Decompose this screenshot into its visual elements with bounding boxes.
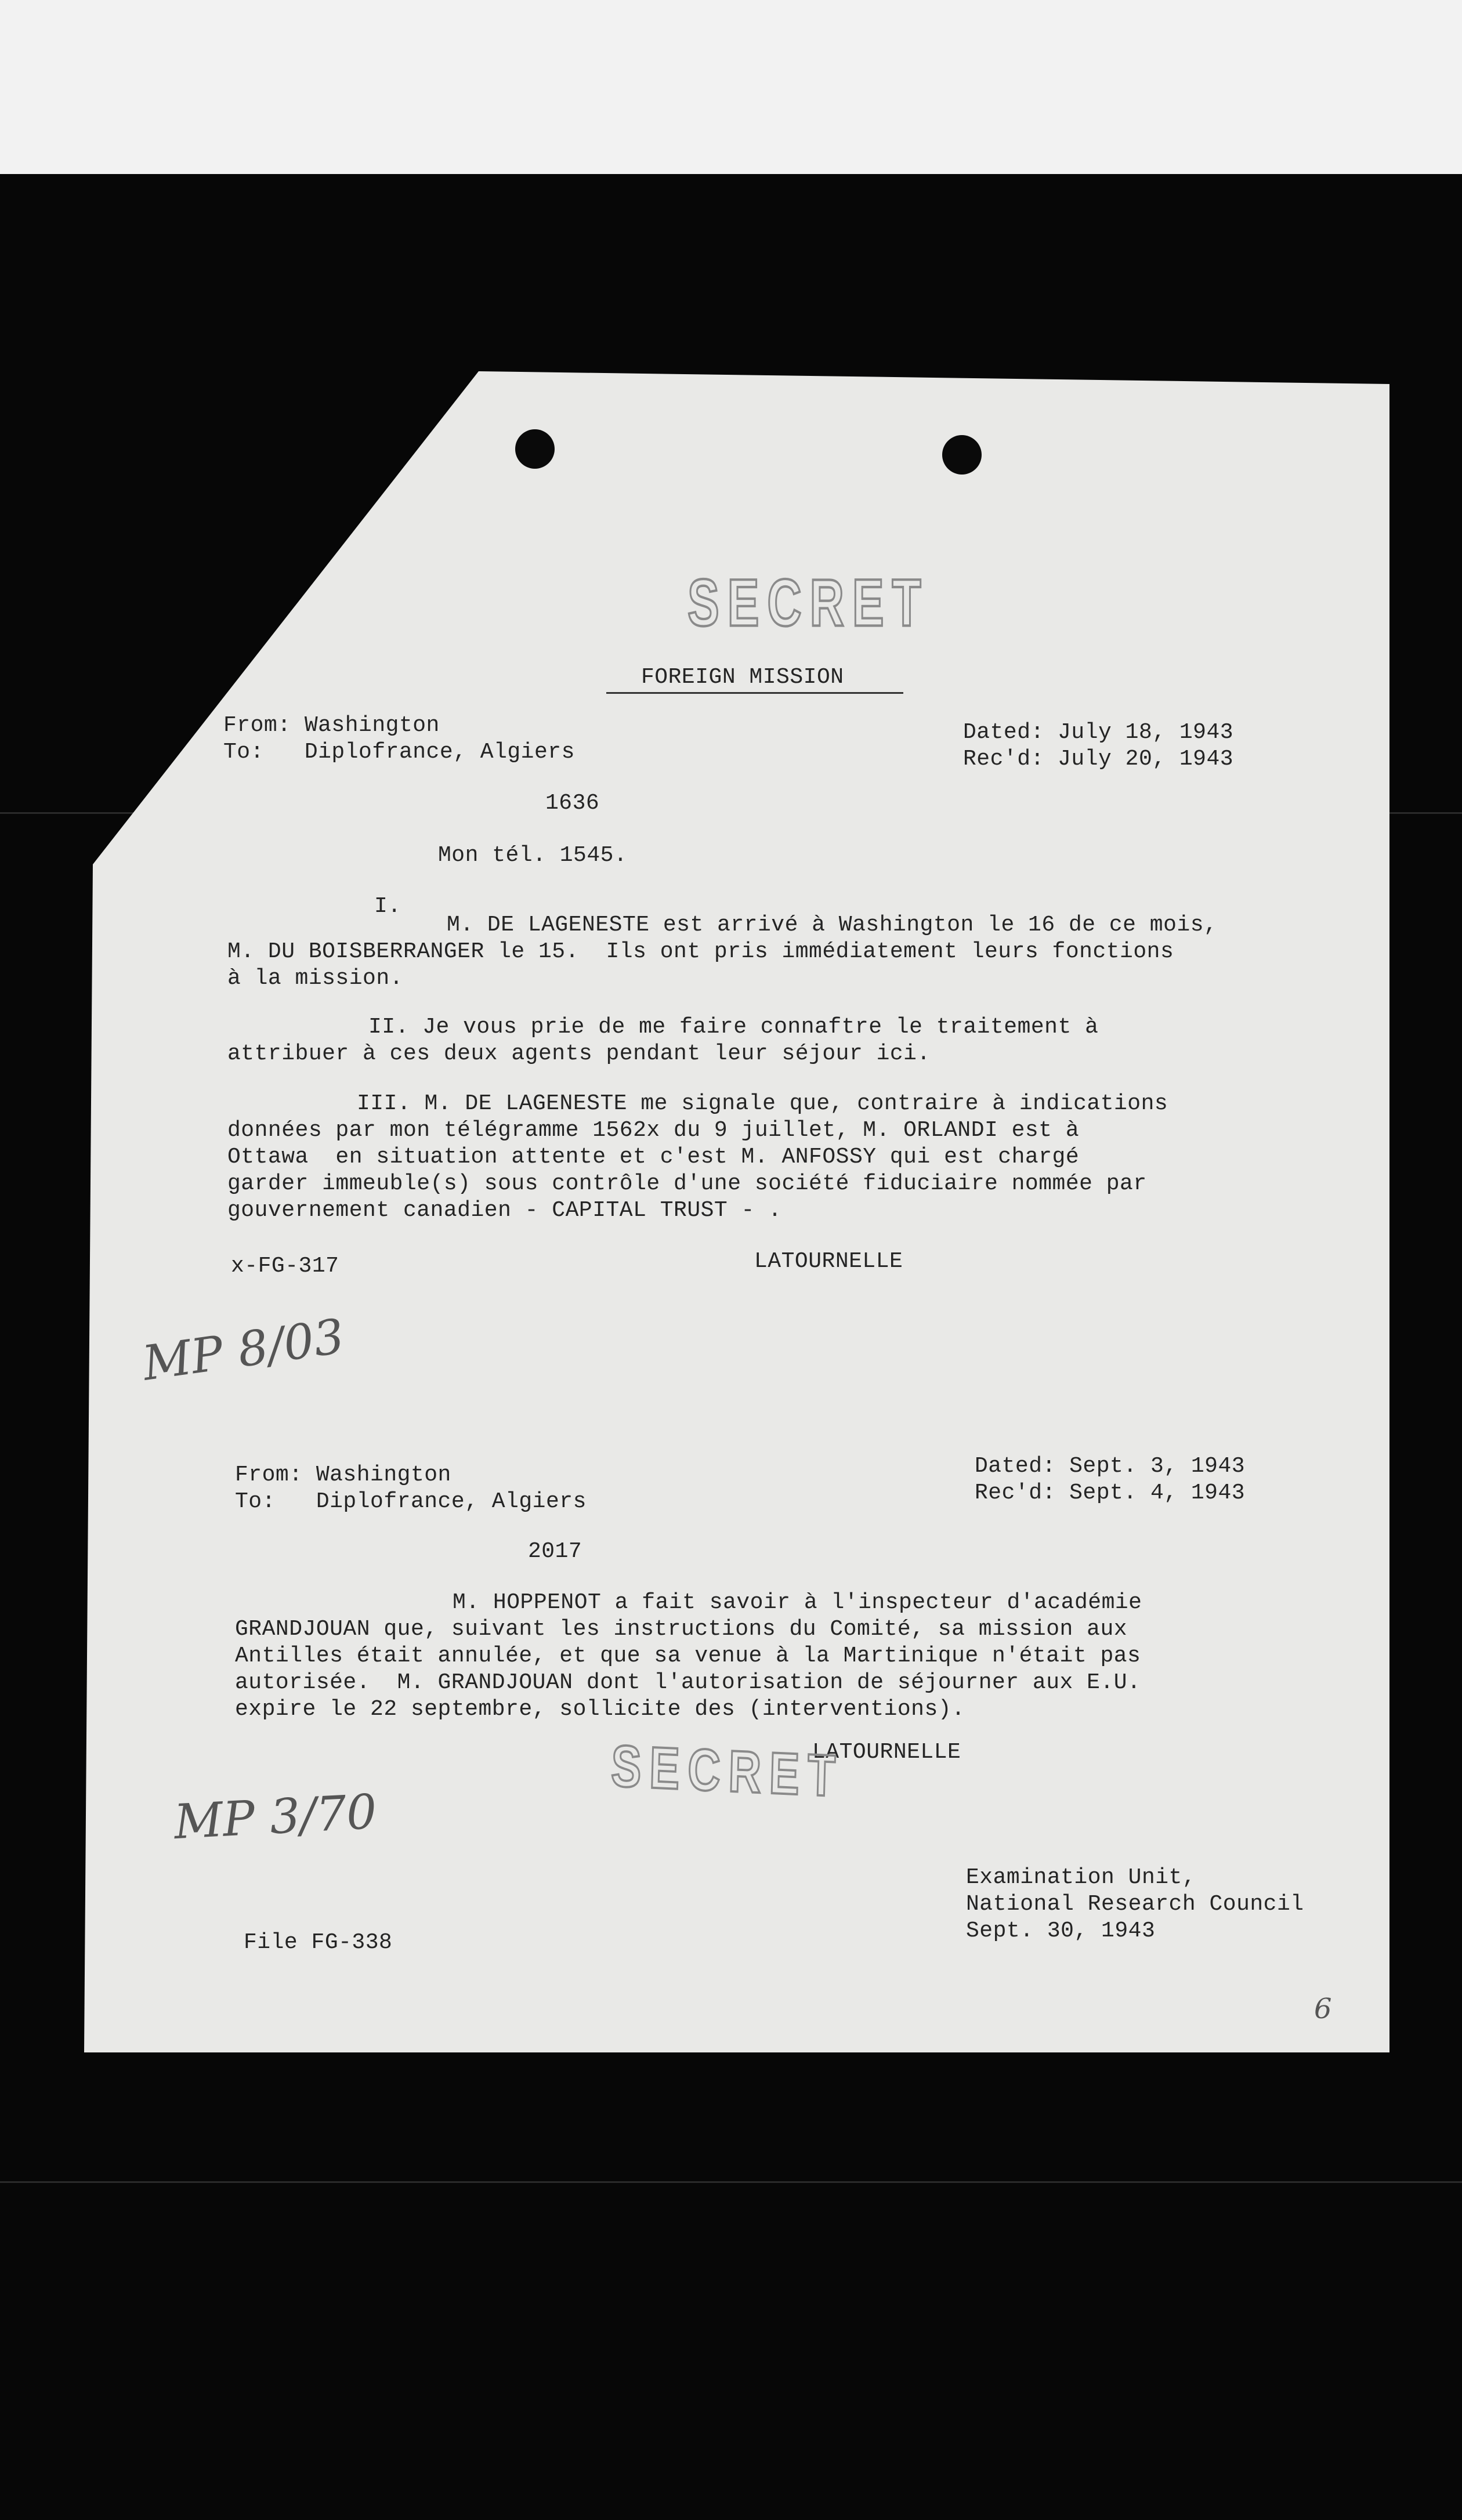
- msg2-received: Rec'd: Sept. 4, 1943: [975, 1480, 1246, 1505]
- handwritten-note: MP 8/03: [139, 1309, 348, 1392]
- msg1-para3-line: données par mon télégramme 1562x du 9 juillet, M. ORLANDI est à: [227, 1118, 1080, 1143]
- msg1-para1-line: M. DU BOISBERRANGER le 15. Ils ont pris immédiatement leurs fonctions: [227, 939, 1174, 964]
- msg1-para3-line: gouvernement canadien - CAPITAL TRUST - .: [227, 1198, 782, 1223]
- page-mark: 6: [1314, 1993, 1332, 2025]
- msg1-section-i: I.: [374, 894, 401, 919]
- msg1-file-reference: x-FG-317: [231, 1254, 339, 1279]
- msg1-para2-line: II. Je vous prie de me faire connaftre le traitement à: [368, 1015, 1099, 1040]
- footer-date: Sept. 30, 1943: [966, 1918, 1156, 1943]
- msg1-dated: Dated: July 18, 1943: [963, 720, 1234, 745]
- msg1-number: 1636: [545, 791, 600, 816]
- secret-stamp-top: SECRET: [687, 566, 929, 640]
- handwritten-note: MP 3/70: [172, 1784, 378, 1851]
- msg1-para3-line: III. M. DE LAGENESTE me signale que, contraire à indications: [357, 1091, 1168, 1116]
- heading-underline: [606, 692, 903, 694]
- heading-foreign-mission: FOREIGN MISSION: [641, 665, 844, 690]
- secret-stamp-bottom: SECRET: [610, 1732, 845, 1809]
- msg2-body-line: expire le 22 septembre, sollicite des (interventions).: [235, 1697, 965, 1722]
- msg1-to: To: Diplofrance, Algiers: [223, 740, 575, 765]
- msg2-body-line: autorisée. M. GRANDJOUAN dont l'autorisation de séjourner aux E.U.: [235, 1670, 1141, 1695]
- msg1-para1-line: à la mission.: [227, 966, 403, 991]
- msg2-to: To: Diplofrance, Algiers: [235, 1489, 587, 1514]
- msg1-para3-line: garder immeuble(s) sous contrôle d'une société fiduciaire nommée par: [227, 1171, 1147, 1196]
- msg2-body-line: Antilles était annulée, et que sa venue à la Martinique n'était pas: [235, 1643, 1141, 1668]
- msg1-signature: LATOURNELLE: [754, 1249, 903, 1274]
- msg2-signature: LATOURNELLE: [812, 1740, 961, 1765]
- film-scratch: [0, 2181, 1462, 2183]
- punch-hole: [515, 429, 555, 469]
- msg2-body-line: GRANDJOUAN que, suivant les instructions du Comité, sa mission aux: [235, 1617, 1128, 1642]
- footer-unit: Examination Unit,: [966, 1865, 1196, 1890]
- punch-hole: [942, 435, 982, 475]
- msg2-body-line: M. HOPPENOT a fait savoir à l'inspecteur d'académie: [453, 1590, 1142, 1615]
- msg2-number: 2017: [528, 1539, 582, 1564]
- msg1-para3-line: Ottawa en situation attente et c'est M. ANFOSSY qui est chargé: [227, 1145, 1080, 1170]
- msg2-dated: Dated: Sept. 3, 1943: [975, 1454, 1246, 1479]
- footer-file: File FG-338: [244, 1930, 393, 1955]
- msg1-received: Rec'd: July 20, 1943: [963, 747, 1234, 772]
- footer-council: National Research Council: [966, 1892, 1304, 1917]
- msg1-from: From: Washington: [223, 713, 440, 738]
- msg1-reference: Mon tél. 1545.: [438, 843, 628, 868]
- msg2-from: From: Washington: [235, 1462, 451, 1487]
- msg1-para1-line: M. DE LAGENESTE est arrivé à Washington le 16 de ce mois,: [447, 913, 1218, 937]
- msg1-para2-line: attribuer à ces deux agents pendant leur séjour ici.: [227, 1041, 931, 1066]
- film-top-margin: [0, 0, 1462, 174]
